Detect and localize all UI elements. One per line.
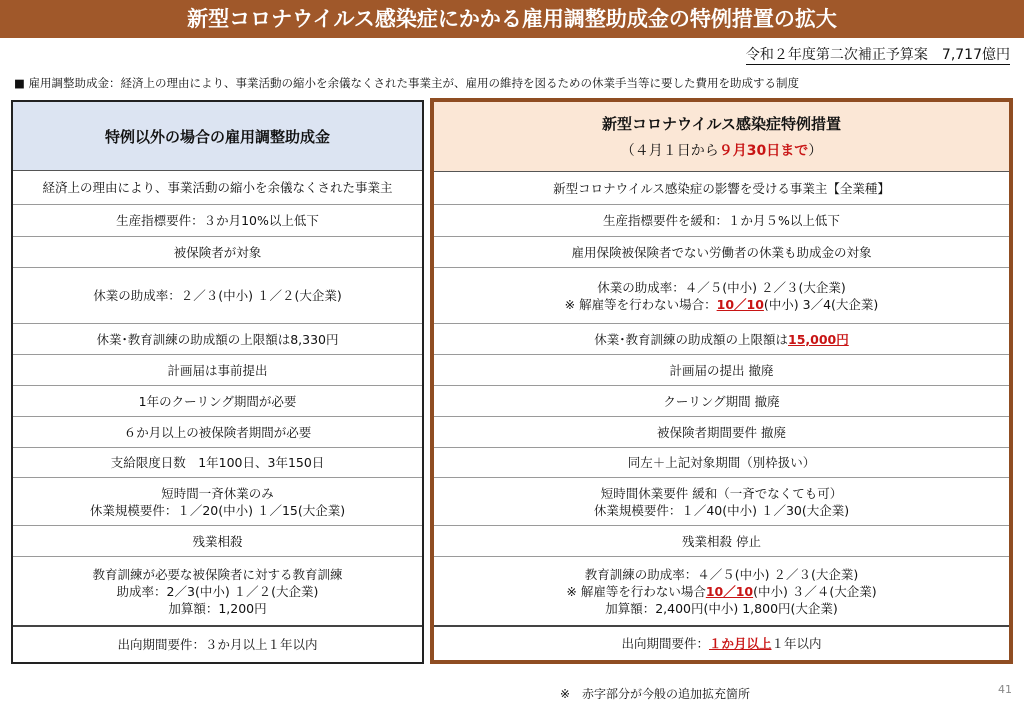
cell-text: 1年のクーリング期間が必要 <box>138 393 297 409</box>
special-panel-header <box>434 102 1009 172</box>
highlight-text: 15,000円 <box>788 331 849 347</box>
table-row <box>434 205 1009 237</box>
cell-text: (中小) 3／4(大企業) <box>763 296 879 312</box>
cell-text: 残業相殺 停止 <box>682 533 761 549</box>
cell-text: 被保険者期間要件 撤廃 <box>657 424 786 440</box>
cell-text: 休業の助成率：２／３(中小) １／２(大企業) <box>93 288 342 303</box>
table-row <box>434 557 1009 625</box>
cell-text: 加算額：2,400円(中小) 1,800円(大企業) <box>605 600 838 616</box>
program-description: ■ 雇用調整助成金：経済上の理由により、事業活動の縮小を余儀なくされた事業主が、雇用の維持を図るための休業手当等に要した費用を助成する制度 <box>14 76 800 90</box>
table-row <box>434 417 1009 448</box>
cell-text: 新型コロナウイルス感染症の影響を受ける事業主【全業種】 <box>553 180 890 196</box>
page-number: 41 <box>998 683 1012 696</box>
cell-text: 休業規模要件：１／40(中小) １／30(大企業) <box>593 502 850 518</box>
cell-text: 出向期間要件：３か月以上１年以内 <box>117 637 318 652</box>
cell-text: 休業･教育訓練の助成額の上限額は <box>594 331 788 347</box>
table-row <box>434 478 1009 526</box>
table-row <box>13 386 422 417</box>
period-end-date: ９月30日まで <box>718 143 809 159</box>
table-row <box>13 268 422 324</box>
period-text: ） <box>808 143 823 159</box>
special-period <box>621 140 822 160</box>
table-row <box>434 386 1009 417</box>
covid-special-measures-panel <box>430 98 1013 664</box>
table-row <box>434 237 1009 268</box>
table-row <box>434 625 1009 660</box>
cell-text: 休業の助成率：４／５(中小) ２／３(大企業) <box>597 279 846 295</box>
cell-text: ６か月以上の被保険者期間が必要 <box>123 424 312 440</box>
table-row <box>434 268 1009 324</box>
table-row <box>434 448 1009 478</box>
cell-text: 出向期間要件： <box>621 636 709 651</box>
period-text: （４月１日から <box>620 143 719 159</box>
standard-subsidy-panel <box>11 100 424 664</box>
table-row <box>13 625 422 662</box>
cell-text: クーリング期間 撤廃 <box>663 393 780 409</box>
table-row <box>434 355 1009 386</box>
table-row <box>13 478 422 526</box>
cell-text: 雇用保険被保険者でない労働者の休業も助成金の対象 <box>571 244 872 260</box>
cell-text: ※ 解雇等を行わない場合： <box>564 296 717 312</box>
standard-panel-header <box>13 102 422 171</box>
table-row <box>13 557 422 625</box>
highlight-text: 10／10 <box>716 296 764 312</box>
cell-text <box>594 331 849 348</box>
table-row <box>13 355 422 386</box>
cell-text: 計画届は事前提出 <box>167 362 268 378</box>
budget-label: 令和２年度第二次補正予算案 7,717億円 <box>745 47 1010 63</box>
cell-text: 休業規模要件：１／20(中小) １／15(大企業) <box>89 502 346 518</box>
highlight-text: 10／10 <box>705 583 754 599</box>
cell-text: 支給限度日数 1年100日、3年150日 <box>110 455 325 470</box>
cell-text: 休業･教育訓練の助成額の上限額は8,330円 <box>96 331 339 347</box>
cell-text: 同左＋上記対象期間（別枠扱い） <box>627 455 816 470</box>
special-panel-title: 新型コロナウイルス感染症特例措置 <box>601 115 842 133</box>
cell-text: 被保険者が対象 <box>173 244 262 260</box>
table-row <box>13 205 422 237</box>
cell-text: 生産指標要件：３か月10%以上低下 <box>116 213 319 228</box>
table-row <box>13 448 422 478</box>
table-row <box>13 237 422 268</box>
cell-text: 残業相殺 <box>192 533 243 549</box>
cell-text: 短時間一斉休業のみ <box>161 485 274 501</box>
cell-text: 教育訓練が必要な被保険者に対する教育訓練 <box>92 566 343 582</box>
cell-text: 教育訓練の助成率：４／５(中小) ２／３(大企業) <box>584 566 859 582</box>
table-row <box>434 172 1009 205</box>
cell-text <box>566 583 876 600</box>
cell-text <box>621 635 821 652</box>
cell-text: １年以内 <box>771 636 822 651</box>
cell-text: 加算額：1,200円 <box>168 600 267 616</box>
cell-text: 経済上の理由により、事業活動の縮小を余儀なくされた事業主 <box>42 180 393 195</box>
cell-text: 生産指標要件を緩和：１か月５%以上低下 <box>603 213 840 228</box>
table-row <box>434 324 1009 355</box>
table-row <box>13 171 422 205</box>
highlight-text: １か月以上 <box>708 636 772 651</box>
cell-text: 助成率：2／3(中小) １／２(大企業) <box>116 583 319 599</box>
table-row <box>434 526 1009 557</box>
cell-text: 短時間休業要件 緩和（一斉でなくても可） <box>600 485 843 501</box>
table-row <box>13 324 422 355</box>
cell-text: 計画届の提出 撤廃 <box>669 362 774 378</box>
cell-text <box>565 296 879 313</box>
table-row <box>13 417 422 448</box>
page-title: 新型コロナウイルス感染症にかかる雇用調整助成金の特例措置の拡大 <box>0 0 1024 38</box>
footnote: ※ 赤字部分が今般の追加拡充箇所 <box>560 687 751 701</box>
table-row <box>13 526 422 557</box>
cell-text: ※ 解雇等を行わない場合 <box>566 583 706 599</box>
standard-panel-title: 特例以外の場合の雇用調整助成金 <box>104 127 330 146</box>
cell-text: (中小) ３／４(大企業) <box>753 583 877 599</box>
